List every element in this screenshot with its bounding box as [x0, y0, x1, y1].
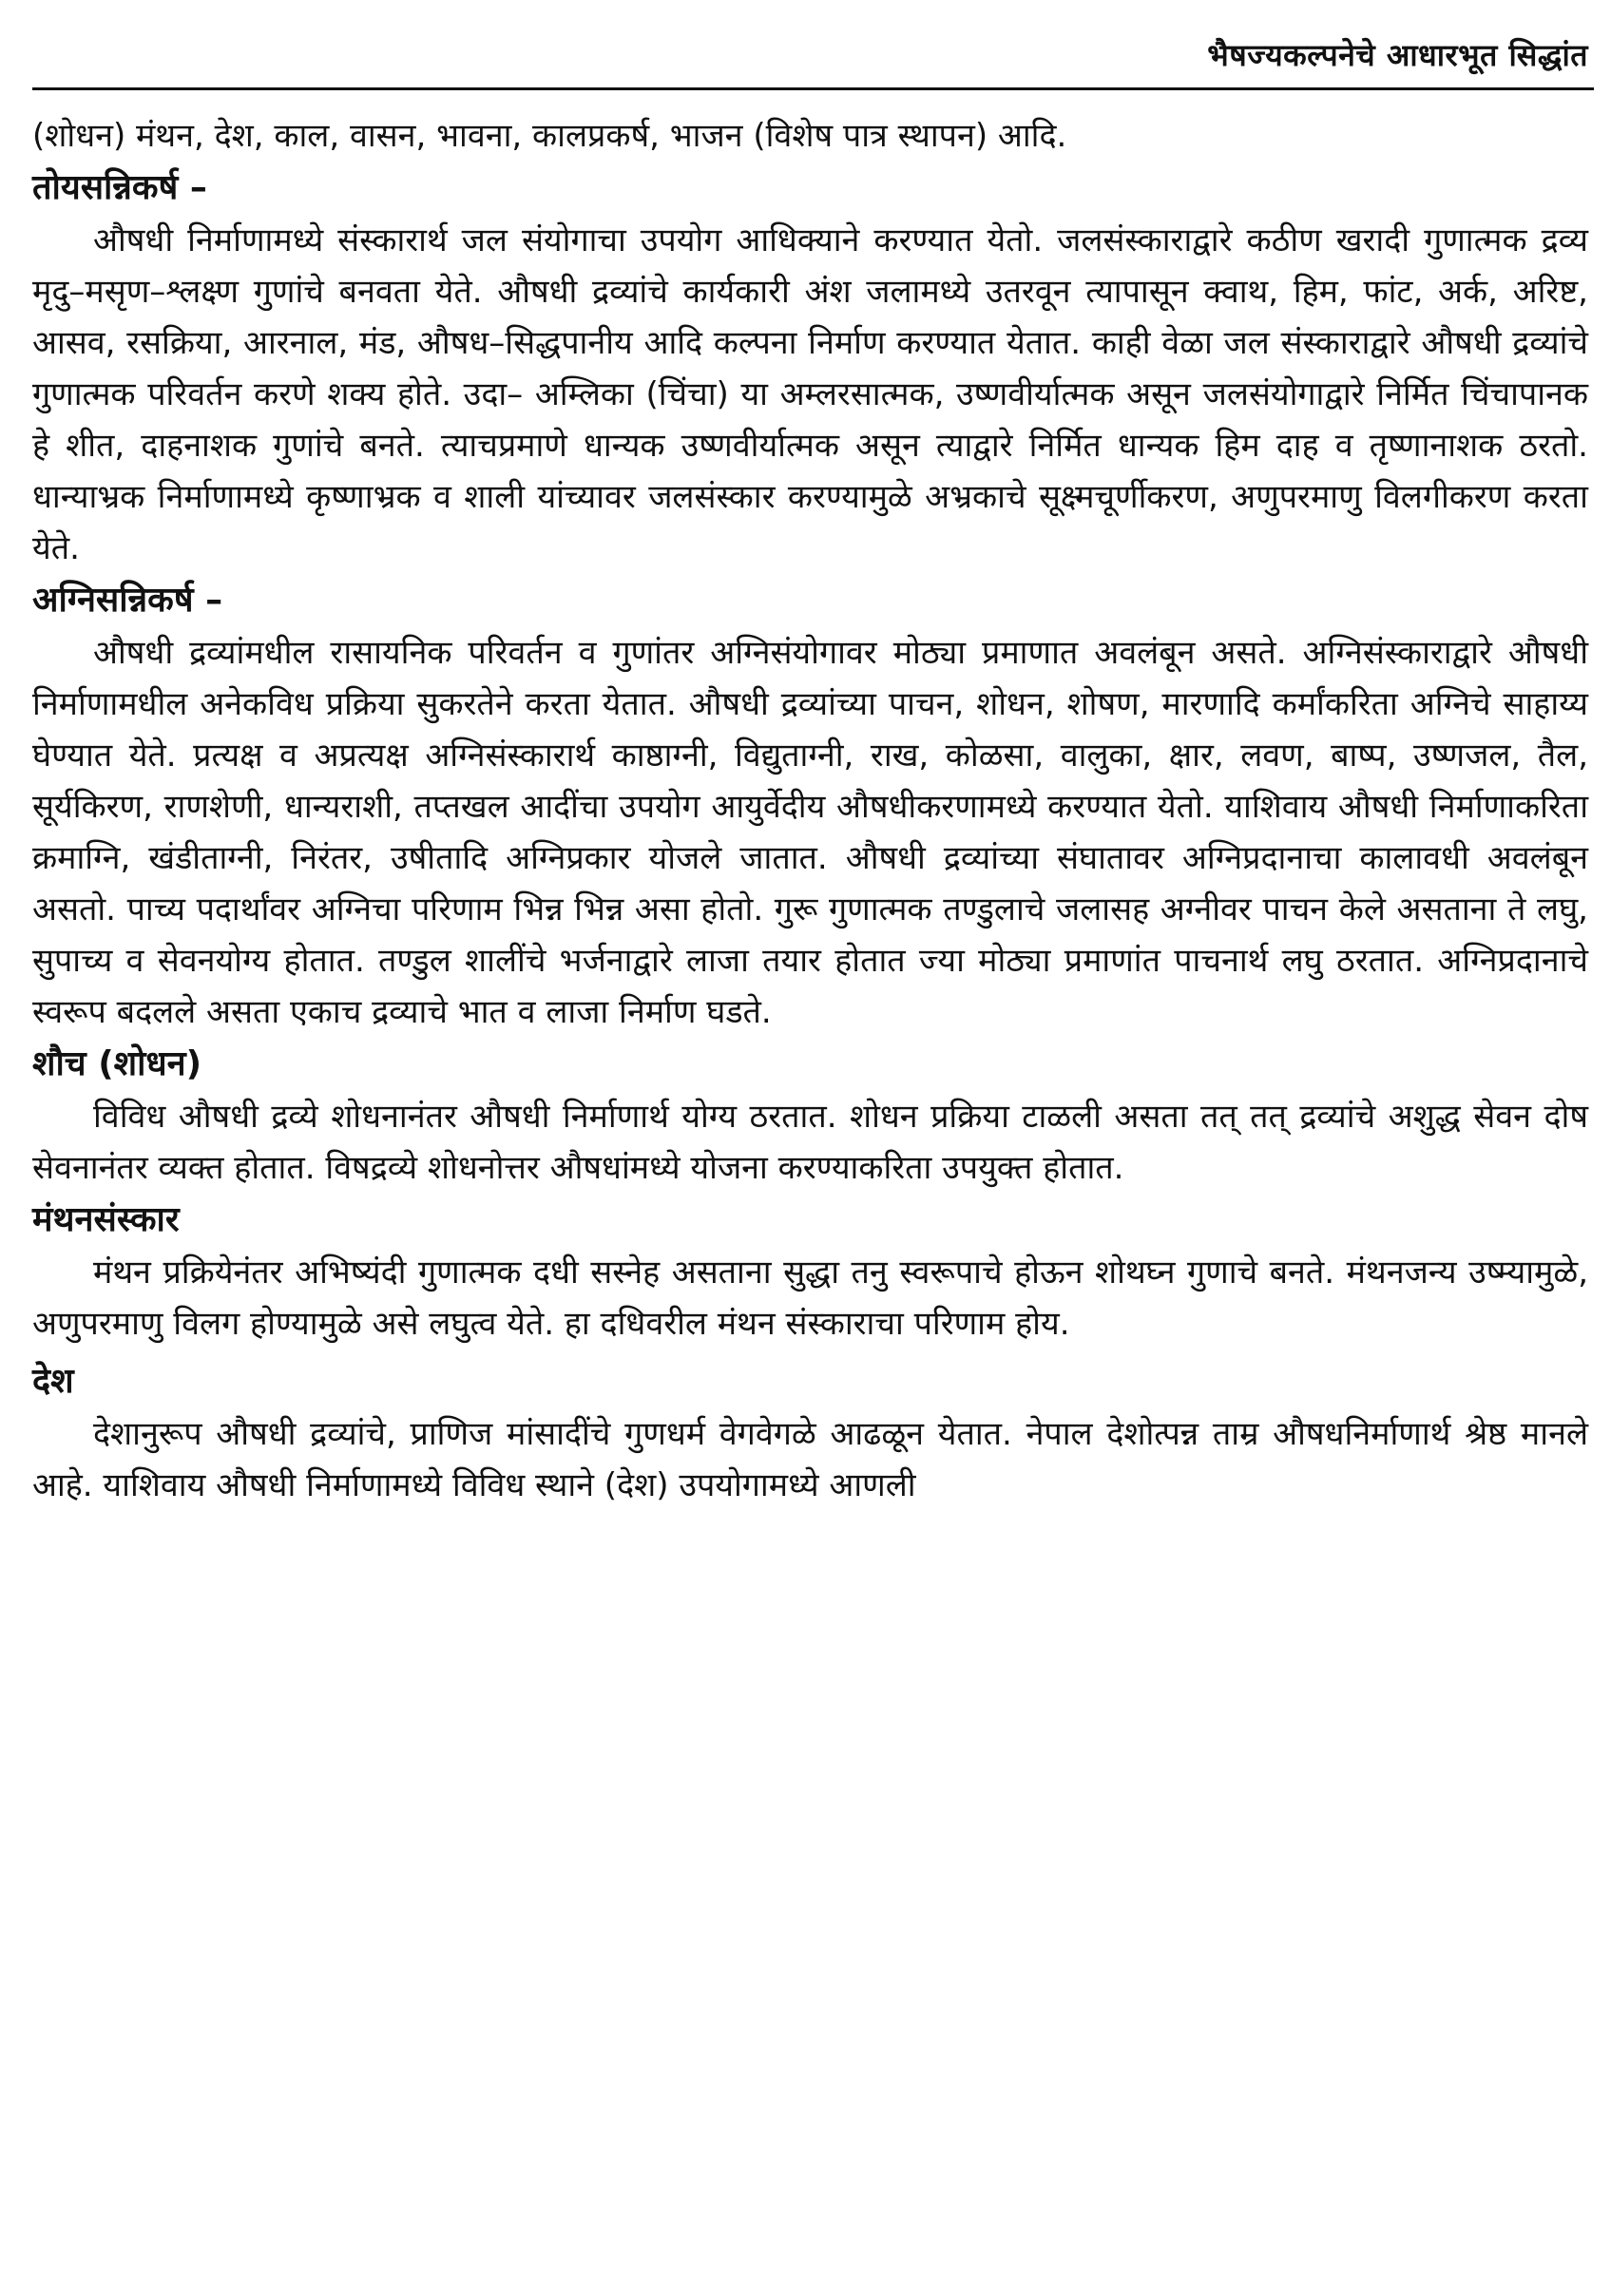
body-text [32, 110, 1588, 1511]
header-rule [32, 87, 1594, 90]
intro-line: (शोधन) मंथन, देश, काल, वासन, भावना, कालप्रकर्ष, भाजन (विशेष पात्र स्थापन) आदि. [32, 117, 1067, 155]
section-heading-agnisannikarsha: अग्निसन्निकर्ष – [32, 581, 223, 620]
section-heading-desh: देश [32, 1362, 74, 1401]
section-paragraph-shauch: विविध औषधी द्रव्ये शोधनानंतर औषधी निर्माणार्थ योग्य ठरतात. शोधन प्रक्रिया टाळली असता तत् तत् द्रव्यांचे अशुद्ध सेवन दोष सेवनानंतर व्यक्त होतात. विषद्रव्ये शोधनोत्तर औषधांमध्ये योजना करण्याकरिता उपयुक्त होतात. [32, 1098, 1588, 1187]
section-paragraph-manthan: मंथन प्रक्रियेनंतर अभिष्यंदी गुणात्मक दधी सस्नेह असताना सुद्धा तनु स्वरूपाचे होऊन शोथघ्न गुणाचे बनते. मंथनजन्य उष्म्यामुळे, अणुपरमाणु विलग होण्यामुळे असे लघुत्व येते. हा दधिवरील मंथन संस्काराचा परिणाम होय. [32, 1253, 1588, 1343]
section-heading-manthan: मंथनसंस्कार [32, 1200, 180, 1239]
section-heading-shauch: शौच (शोधन) [32, 1044, 202, 1083]
section-heading-toyasannikarsha: तोयसन्निकर्ष – [32, 168, 207, 207]
section-paragraph-desh: देशानुरूप औषधी द्रव्यांचे, प्राणिज मांसादींचे गुणधर्म वेगवेगळे आढळून येतात. नेपाल देशोत्पन्न ताम्र औषधनिर्माणार्थ श्रेष्ठ मानले आहे. याशिवाय औषधी निर्माणामध्ये विविध स्थाने (देश) उपयोगामध्ये आणली [32, 1415, 1588, 1504]
section-paragraph-toyasannikarsha: औषधी निर्माणामध्ये संस्कारार्थ जल संयोगाचा उपयोग आधिक्याने करण्यात येतो. जलसंस्काराद्वारे कठीण खरादी गुणात्मक द्रव्य मृदु–मसृण–श्लक्ष्ण गुणांचे बनवता येते. औषधी द्रव्यांचे कार्यकारी अंश जलामध्ये उतरवून त्यापासून क्वाथ, हिम, फांट, अर्क, अरिष्ट, आसव, रसक्रिया, आरनाल, मंड, औषध–सिद्धपानीय आदि कल्पना निर्माण करण्यात येतात. काही वेळा जल संस्काराद्वारे औषधी द्रव्यांचे गुणात्मक परिवर्तन करणे शक्य होते. उदा– अम्लिका (चिंचा) या अम्लरसात्मक, उष्णवीर्यात्मक असून जलसंयोगाद्वारे निर्मित चिंचापानक हे शीत, दाहनाशक गुणांचे बनते. त्याचप्रमाणे धान्यक उष्णवीर्यात्मक असून त्याद्वारे निर्मित धान्यक हिम दाह व तृष्णानाशक ठरतो. धान्याभ्रक निर्माणामध्ये कृष्णाभ्रक व शाली यांच्यावर जलसंस्कार करण्यामुळे अभ्रकाचे सूक्ष्मचूर्णीकरण, अणुपरमाणु विलगीकरण करता येते. [32, 221, 1588, 567]
running-header: भैषज्यकल्पनेचे आधारभूत सिद्धांत [1207, 37, 1588, 73]
section-paragraph-agnisannikarsha: औषधी द्रव्यांमधील रासायनिक परिवर्तन व गुणांतर अग्निसंयोगावर मोठ्या प्रमाणात अवलंबून असते. अग्निसंस्काराद्वारे औषधी निर्माणामधील अनेकविध प्रक्रिया सुकरतेने करता येतात. औषधी द्रव्यांच्या पाचन, शोधन, शोषण, मारणादि कर्मांकरिता अग्निचे साहाय्य घेण्यात येते. प्रत्यक्ष व अप्रत्यक्ष अग्निसंस्कारार्थ काष्ठाग्नी, विद्युताग्नी, राख, कोळसा, वालुका, क्षार, लवण, बाष्प, उष्णजल, तैल, सूर्यकिरण, राणशेणी, धान्यराशी, तप्तखल आदींचा उपयोग आयुर्वेदीय औषधीकरणामध्ये करण्यात येतो. याशिवाय औषधी निर्माणाकरिता क्रमाग्नि, खंडीताग्नी, निरंतर, उषीतादि अग्निप्रकार योजले जातात. औषधी द्रव्यांच्या संघातावर अग्निप्रदानाचा कालावधी अवलंबून असतो. पाच्य पदार्थांवर अग्निचा परिणाम भिन्न भिन्न असा होतो. गुरू गुणात्मक तण्डुलाचे जलासह अग्नीवर पाचन केले असताना ते लघु, सुपाच्य व सेवनयोग्य होतात. तण्डुल शालींचे भर्जनाद्वारे लाजा तयार होतात ज्या मोठ्या प्रमाणांत पाचनार्थ लघु ठरतात. अग्निप्रदानाचे स्वरूप बदलले असता एकाच द्रव्याचे भात व लाजा निर्माण घडते. [32, 634, 1588, 1031]
